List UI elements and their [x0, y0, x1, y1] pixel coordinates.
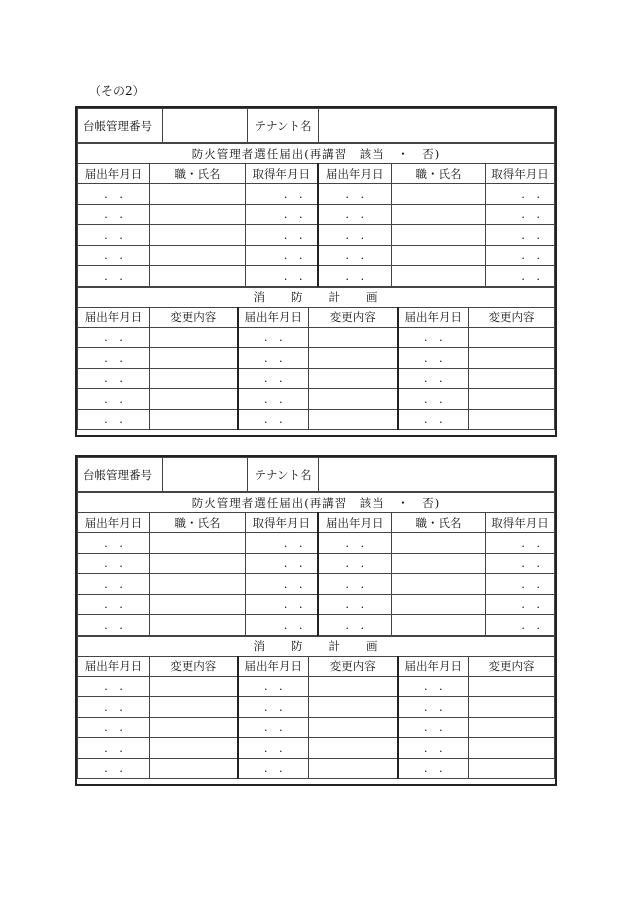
date-cell[interactable]: . .	[398, 676, 469, 697]
position-name-cell[interactable]	[150, 204, 246, 225]
fire-plan-row	[78, 327, 555, 348]
col-position-name: 職・氏名	[392, 513, 486, 533]
date-cell[interactable]: . .	[78, 615, 150, 636]
change-content-cell[interactable]	[469, 327, 555, 348]
header-table	[77, 108, 555, 143]
change-content-cell[interactable]	[309, 738, 398, 759]
date-cell[interactable]: . .	[398, 327, 469, 348]
position-name-cell[interactable]	[392, 266, 486, 287]
change-content-cell[interactable]	[309, 697, 398, 718]
date-cell[interactable]: . .	[78, 409, 150, 430]
position-name-cell[interactable]	[392, 245, 486, 266]
col-change-content: 変更内容	[469, 656, 555, 676]
date-cell[interactable]: . .	[78, 184, 150, 205]
page-label: （その2）	[89, 84, 145, 98]
col-filing-date: 届出年月日	[78, 164, 150, 184]
date-cell[interactable]: . .	[78, 389, 150, 410]
change-content-cell[interactable]	[469, 758, 555, 779]
date-cell[interactable]: . .	[398, 697, 469, 718]
fire-manager-row	[78, 266, 555, 287]
registry-form-1	[75, 106, 557, 437]
registry-form-2	[75, 455, 557, 786]
change-content-cell[interactable]	[469, 717, 555, 738]
col-change-content: 変更内容	[309, 656, 398, 676]
col-filing-date: 届出年月日	[398, 656, 469, 676]
fire-plan-row	[78, 389, 555, 410]
fire-plan-row	[78, 368, 555, 389]
date-cell[interactable]: . .	[78, 225, 150, 246]
position-name-cell[interactable]	[150, 225, 246, 246]
date-cell[interactable]: . .	[246, 615, 318, 636]
change-content-cell[interactable]	[309, 327, 398, 348]
position-name-cell[interactable]	[392, 533, 486, 554]
date-cell[interactable]: . .	[398, 368, 469, 389]
date-cell[interactable]: . .	[78, 697, 150, 718]
date-cell[interactable]: . .	[78, 758, 150, 779]
position-name-cell[interactable]	[392, 553, 486, 574]
fire-plan-table	[77, 287, 555, 431]
date-cell[interactable]: . .	[486, 615, 555, 636]
position-name-cell[interactable]	[392, 594, 486, 615]
date-cell[interactable]: . .	[318, 594, 392, 615]
fire-manager-row	[78, 184, 555, 205]
date-cell[interactable]: . .	[318, 266, 392, 287]
tenant-name-field[interactable]	[319, 109, 555, 143]
fire-manager-title: 防火管理者選任届出(再講習 該当 ・ 否)	[78, 493, 555, 513]
col-change-content: 変更内容	[150, 656, 238, 676]
fire-plan-title: 消 防 計 画	[78, 636, 555, 656]
date-cell[interactable]: . .	[246, 594, 318, 615]
date-cell[interactable]: . .	[246, 184, 318, 205]
date-cell[interactable]: . .	[398, 758, 469, 779]
fire-manager-row	[78, 533, 555, 554]
fire-plan-table	[77, 636, 555, 780]
col-acquired-date: 取得年月日	[246, 513, 318, 533]
date-cell[interactable]: . .	[78, 676, 150, 697]
change-content-cell[interactable]	[150, 368, 238, 389]
date-cell[interactable]: . .	[78, 594, 150, 615]
date-cell[interactable]: . .	[78, 553, 150, 574]
position-name-cell[interactable]	[392, 184, 486, 205]
date-cell[interactable]: . .	[238, 327, 309, 348]
ledger-number-field[interactable]	[163, 458, 248, 492]
date-cell[interactable]: . .	[486, 266, 555, 287]
change-content-cell[interactable]	[469, 409, 555, 430]
date-cell[interactable]: . .	[318, 533, 392, 554]
date-cell[interactable]: . .	[238, 717, 309, 738]
fire-plan-row	[78, 697, 555, 718]
col-position-name: 職・氏名	[150, 513, 246, 533]
date-cell[interactable]: . .	[398, 348, 469, 369]
col-filing-date: 届出年月日	[78, 307, 150, 327]
fire-manager-row	[78, 615, 555, 636]
date-cell[interactable]: . .	[238, 368, 309, 389]
fire-manager-row	[78, 204, 555, 225]
col-filing-date: 届出年月日	[318, 164, 392, 184]
col-filing-date: 届出年月日	[318, 513, 392, 533]
date-cell[interactable]: . .	[238, 738, 309, 759]
date-cell[interactable]: . .	[398, 389, 469, 410]
fire-manager-row	[78, 245, 555, 266]
date-cell[interactable]: . .	[238, 409, 309, 430]
change-content-cell[interactable]	[309, 389, 398, 410]
fire-manager-row	[78, 574, 555, 595]
date-cell[interactable]: . .	[246, 266, 318, 287]
date-cell[interactable]: . .	[78, 574, 150, 595]
change-content-cell[interactable]	[150, 738, 238, 759]
fire-manager-title: 防火管理者選任届出(再講習 該当 ・ 否)	[78, 144, 555, 164]
date-cell[interactable]: . .	[318, 574, 392, 595]
fire-plan-row	[78, 409, 555, 430]
date-cell[interactable]: . .	[318, 204, 392, 225]
change-content-cell[interactable]	[150, 697, 238, 718]
date-cell[interactable]: . .	[78, 204, 150, 225]
date-cell[interactable]: . .	[318, 615, 392, 636]
date-cell[interactable]: . .	[486, 594, 555, 615]
date-cell[interactable]: . .	[238, 348, 309, 369]
date-cell[interactable]: . .	[78, 738, 150, 759]
change-content-cell[interactable]	[309, 717, 398, 738]
change-content-cell[interactable]	[150, 676, 238, 697]
date-cell[interactable]: . .	[246, 553, 318, 574]
position-name-cell[interactable]	[150, 184, 246, 205]
fire-plan-title: 消 防 計 画	[78, 287, 555, 307]
date-cell[interactable]: . .	[318, 184, 392, 205]
position-name-cell[interactable]	[392, 615, 486, 636]
date-cell[interactable]: . .	[486, 204, 555, 225]
fire-manager-row	[78, 553, 555, 574]
change-content-cell[interactable]	[469, 738, 555, 759]
change-content-cell[interactable]	[469, 697, 555, 718]
change-content-cell[interactable]	[469, 348, 555, 369]
date-cell[interactable]: . .	[318, 553, 392, 574]
ledger-number-field[interactable]	[163, 109, 248, 143]
fire-manager-row	[78, 594, 555, 615]
change-content-cell[interactable]	[150, 717, 238, 738]
col-acquired-date: 取得年月日	[246, 164, 318, 184]
date-cell[interactable]: . .	[238, 676, 309, 697]
col-change-content: 変更内容	[150, 307, 238, 327]
col-position-name: 職・氏名	[150, 164, 246, 184]
position-name-cell[interactable]	[150, 594, 246, 615]
date-cell[interactable]: . .	[78, 533, 150, 554]
position-name-cell[interactable]	[150, 533, 246, 554]
header-table	[77, 457, 555, 492]
date-cell[interactable]: . .	[246, 533, 318, 554]
col-acquired-date: 取得年月日	[486, 164, 555, 184]
date-cell[interactable]: . .	[246, 574, 318, 595]
date-cell[interactable]: . .	[486, 184, 555, 205]
col-position-name: 職・氏名	[392, 164, 486, 184]
fire-plan-row	[78, 758, 555, 779]
position-name-cell[interactable]	[392, 574, 486, 595]
position-name-cell[interactable]	[150, 266, 246, 287]
change-content-cell[interactable]	[309, 409, 398, 430]
position-name-cell[interactable]	[150, 574, 246, 595]
change-content-cell[interactable]	[150, 327, 238, 348]
col-filing-date: 届出年月日	[238, 307, 309, 327]
col-change-content: 変更内容	[469, 307, 555, 327]
col-filing-date: 届出年月日	[78, 656, 150, 676]
date-cell[interactable]: . .	[246, 245, 318, 266]
change-content-cell[interactable]	[309, 368, 398, 389]
fire-manager-table	[77, 143, 555, 287]
tenant-name-label: テナント名	[248, 109, 319, 143]
position-name-cell[interactable]	[150, 553, 246, 574]
col-filing-date: 届出年月日	[238, 656, 309, 676]
position-name-cell[interactable]	[150, 615, 246, 636]
position-name-cell[interactable]	[392, 225, 486, 246]
col-filing-date: 届出年月日	[398, 307, 469, 327]
fire-manager-table	[77, 492, 555, 636]
change-content-cell[interactable]	[309, 758, 398, 779]
date-cell[interactable]: . .	[246, 204, 318, 225]
date-cell[interactable]: . .	[398, 409, 469, 430]
fire-plan-row	[78, 348, 555, 369]
date-cell[interactable]: . .	[486, 533, 555, 554]
date-cell[interactable]: . .	[486, 245, 555, 266]
date-cell[interactable]: . .	[78, 327, 150, 348]
date-cell[interactable]: . .	[398, 717, 469, 738]
fire-manager-row	[78, 225, 555, 246]
date-cell[interactable]: . .	[78, 245, 150, 266]
date-cell[interactable]: . .	[246, 225, 318, 246]
col-change-content: 変更内容	[309, 307, 398, 327]
date-cell[interactable]: . .	[486, 553, 555, 574]
date-cell[interactable]: . .	[318, 225, 392, 246]
date-cell[interactable]: . .	[78, 717, 150, 738]
change-content-cell[interactable]	[309, 348, 398, 369]
position-name-cell[interactable]	[392, 204, 486, 225]
fire-plan-row	[78, 738, 555, 759]
ledger-number-label: 台帳管理番号	[78, 458, 163, 492]
change-content-cell[interactable]	[469, 389, 555, 410]
date-cell[interactable]: . .	[486, 225, 555, 246]
date-cell[interactable]: . .	[238, 697, 309, 718]
tenant-name-label: テナント名	[248, 458, 319, 492]
date-cell[interactable]: . .	[78, 266, 150, 287]
change-content-cell[interactable]	[150, 389, 238, 410]
tenant-name-field[interactable]	[319, 458, 555, 492]
ledger-number-label: 台帳管理番号	[78, 109, 163, 143]
position-name-cell[interactable]	[150, 245, 246, 266]
change-content-cell[interactable]	[150, 348, 238, 369]
fire-plan-row	[78, 676, 555, 697]
date-cell[interactable]: . .	[398, 738, 469, 759]
fire-plan-row	[78, 717, 555, 738]
change-content-cell[interactable]	[469, 676, 555, 697]
date-cell[interactable]: . .	[238, 758, 309, 779]
change-content-cell[interactable]	[150, 758, 238, 779]
date-cell[interactable]: . .	[78, 348, 150, 369]
date-cell[interactable]: . .	[78, 368, 150, 389]
date-cell[interactable]: . .	[318, 245, 392, 266]
col-acquired-date: 取得年月日	[486, 513, 555, 533]
col-filing-date: 届出年月日	[78, 513, 150, 533]
change-content-cell[interactable]	[469, 368, 555, 389]
date-cell[interactable]: . .	[486, 574, 555, 595]
change-content-cell[interactable]	[309, 676, 398, 697]
change-content-cell[interactable]	[150, 409, 238, 430]
date-cell[interactable]: . .	[238, 389, 309, 410]
